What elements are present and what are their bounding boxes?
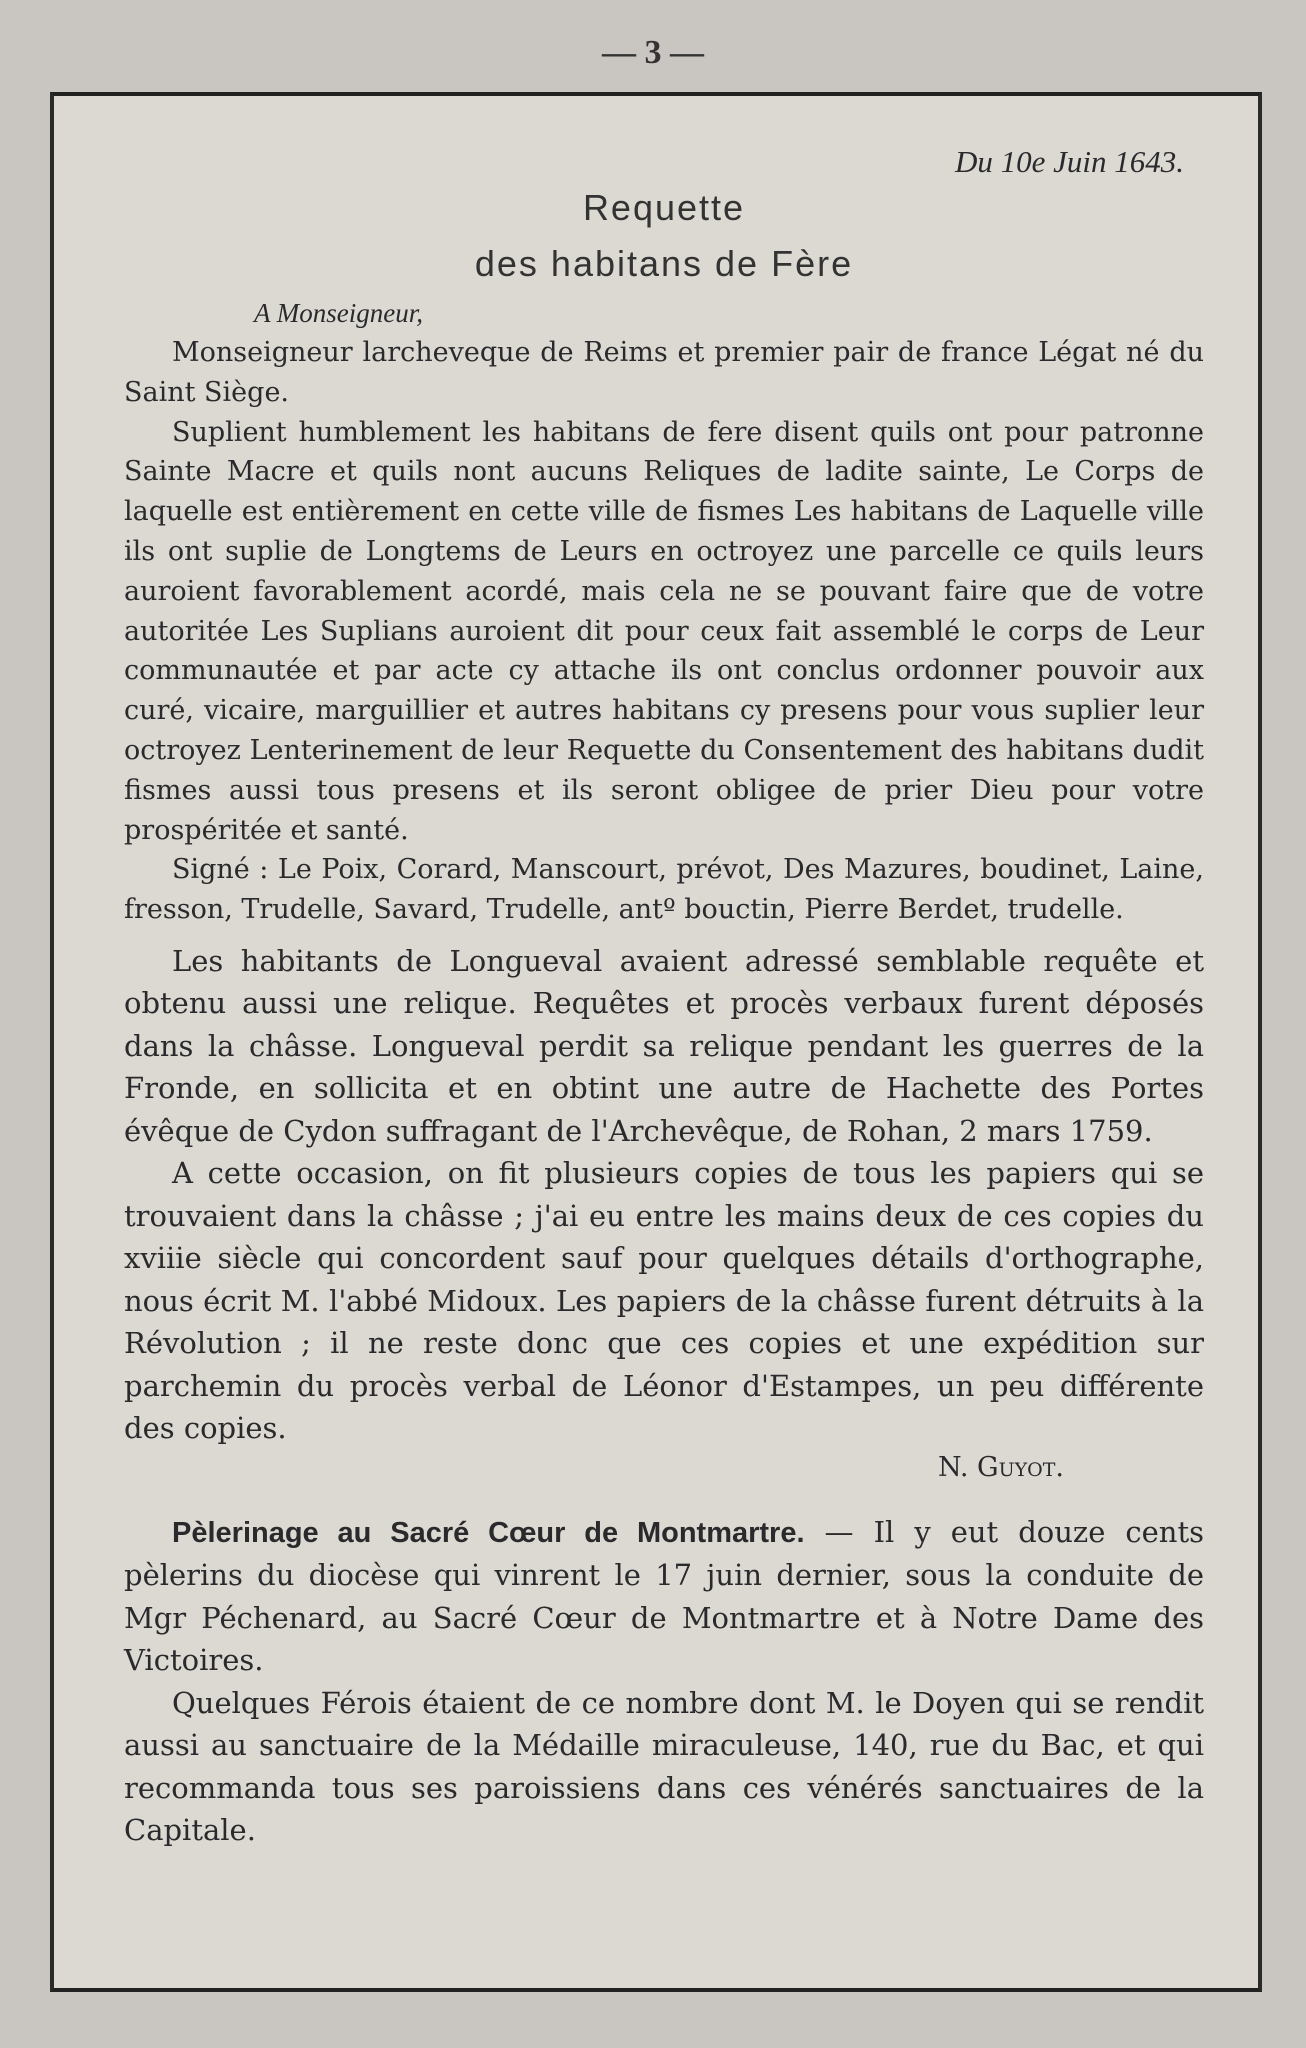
pilgrimage-heading: Pèlerinage au Sacré Cœur de Montmartre.: [172, 1516, 805, 1549]
pilgrimage-paragraph-2: Quelques Férois étaient de ce nombre dont M. le Doyen qui se rendit aussi au sanctuaire de la Médaille miraculeuse, 140, rue du Bac, et qui recommanda tous ses paroissiens dans ces vénérés sanctuaires de la Capitale.: [124, 1685, 1204, 1848]
pilgrimage-intro: — Il y eut douze cents pèlerins du diocèse qui vinrent le 17 juin dernier, sous la conduite de Mgr Péchenard, au Sacré Cœur de Montmartre et à Notre Dame des Victoires.: [124, 1514, 1204, 1678]
page-number: — 3 —: [602, 34, 704, 71]
request-paragraph: Monseigneur larcheveque de Reims et premier pair de france Légat né du Saint Siège.: [124, 337, 1204, 408]
author-signature: N. Guyot.: [937, 1451, 1064, 1483]
pilgrimage-paragraph: [124, 1511, 1204, 1682]
commentary-section: [124, 940, 1204, 1483]
commentary-paragraph: A cette occasion, on fit plusieurs copies de tous les papiers qui se trouvaient dans la châsse ; j'ai eu entre les mains deux de ces copies du xviiie siècle qui concordent sauf pour quelques détails d'orthographe, nous écrit M. l'abbé Midoux. Les papiers de la châsse furent détruits à la Révolution ; il ne reste donc que ces copies et une expédition sur parchemin du procès verbal de Léonor d'Estampes, un peu différente des copies.: [124, 1156, 1204, 1446]
request-title-line1: Requette: [582, 187, 746, 228]
document-content: [124, 144, 1204, 1852]
request-title-line2: des habitans de Fère: [474, 243, 854, 284]
salutation: A Monseigneur,: [254, 298, 423, 328]
document-frame: [50, 92, 1262, 1992]
pilgrimage-section: [124, 1511, 1204, 1852]
commentary-paragraph: Les habitants de Longueval avaient adressé semblable requête et obtenu aussi une relique. Requêtes et procès verbaux furent déposés dans la châsse. Longueval perdit sa relique pendant les guerres de la Fronde, en sollicita et en obtint une autre de Hachette des Portes évêque de Cydon suffragant de l'Archevêque, de Rohan, 2 mars 1759.: [124, 943, 1204, 1148]
request-signatories: Signé : Le Poix, Corard, Manscourt, prévot, Des Mazures, boudinet, Laine, fresson, Trudelle, Savard, Trudelle, antº bouctin, Pierre Berdet, trudelle.: [124, 854, 1204, 926]
request-paragraph: Suplient humblement les habitans de fere disent quils ont pour patronne Sainte Macre et quils nont aucuns Reliques de ladite sainte, Le Corps de laquelle est entièrement en cette ville de fismes Les habitans de Laquelle ville ils ont suplie de Longtems de Leurs en octroyez une parcelle ce quils leurs auroient favorablement acordé, mais cela ne se pouvant faire que de votre autoritée Les Suplians auroient dit pour ceux fait assemblé le corps de Leur communautée et par acte cy attache ils ont conclus ordonner pouvoir aux curé, vicaire, marguillier et autres habitans cy presens pour vous suplier leur octroyez Lenterinement de leur Requette du Consentement des habitans dudit fismes aussi tous presens et ils seront obligee de prier Dieu pour votre prospéritée et santé.: [124, 416, 1204, 846]
request-date: Du 10e Juin 1643.: [954, 144, 1184, 179]
request-body: [124, 333, 1204, 930]
